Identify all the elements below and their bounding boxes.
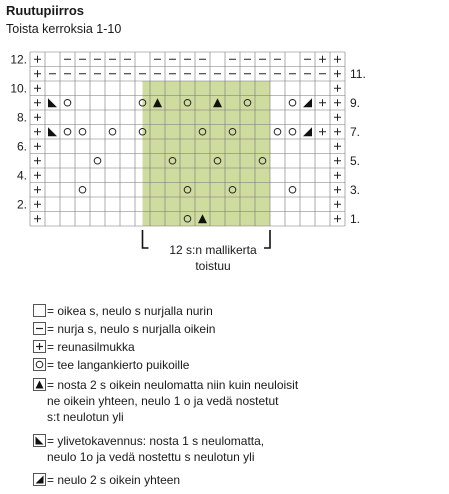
legend-item-knit: = oikea s, neulo s nurjalla nurin — [33, 303, 213, 319]
circle-icon — [289, 128, 296, 135]
row-label-left: 8. — [16, 110, 27, 125]
circle-icon — [64, 99, 71, 106]
triangle-left-icon — [48, 98, 57, 107]
circle-icon — [64, 128, 71, 135]
row-label-right: 11. — [350, 66, 366, 81]
repeat-bracket-left — [143, 230, 149, 248]
legend-item-skp: = ylivetokavennus: nosta 1 s neulomatta, neulo 1o ja vedä nostettu s neulotun yli — [33, 433, 264, 465]
circle-icon — [289, 99, 296, 106]
triangle-left-icon — [33, 434, 46, 447]
row-label-right: 7. — [350, 124, 361, 139]
row-label-left: 10. — [10, 81, 27, 96]
legend-item-yarnover: = tee langankierto puikoille — [33, 357, 189, 373]
repeat-label-line2: toistuu — [195, 259, 231, 273]
legend-item-edge: = reunasilmukka — [33, 339, 135, 355]
circle-icon — [33, 358, 46, 371]
circle-icon — [94, 157, 101, 164]
legend-item-double-decrease: = nosta 2 s oikein neulomatta niin kuin neuloisit ne oikein yhteen, neulo 1 o ja vedä nostetut s:t neulotun yli — [33, 377, 298, 425]
circle-icon — [79, 128, 86, 135]
row-label-left: 4. — [16, 168, 27, 183]
triangle-up-icon — [33, 378, 46, 391]
row-label-left: 2. — [16, 197, 27, 212]
row-label-left: 12. — [10, 52, 27, 67]
row-label-left: 6. — [16, 139, 27, 154]
triangle-right-icon — [303, 127, 312, 136]
plus-icon — [33, 340, 46, 353]
row-label-right: 5. — [350, 153, 361, 168]
circle-icon — [289, 186, 296, 193]
circle-icon — [109, 128, 116, 135]
circle-icon — [274, 128, 281, 135]
dash-icon — [33, 322, 46, 335]
triangle-left-icon — [48, 127, 57, 136]
empty-square-icon — [33, 304, 46, 317]
legend-item-k2tog: = neulo 2 s oikein yhteen — [33, 472, 180, 488]
triangle-right-icon — [303, 98, 312, 107]
circle-icon — [79, 186, 86, 193]
row-label-right: 3. — [350, 182, 361, 197]
row-label-right: 1. — [350, 211, 361, 226]
repeat-label-line1: 12 s:n mallikerta — [169, 243, 257, 257]
triangle-right-icon — [33, 473, 46, 486]
chart-title: Ruutupiirros — [6, 3, 84, 18]
legend-item-purl: = nurja s, neulo s nurjalla oikein — [33, 321, 215, 337]
row-label-right: 9. — [350, 95, 361, 110]
chart-subtitle: Toista kerroksia 1-10 — [6, 22, 122, 36]
